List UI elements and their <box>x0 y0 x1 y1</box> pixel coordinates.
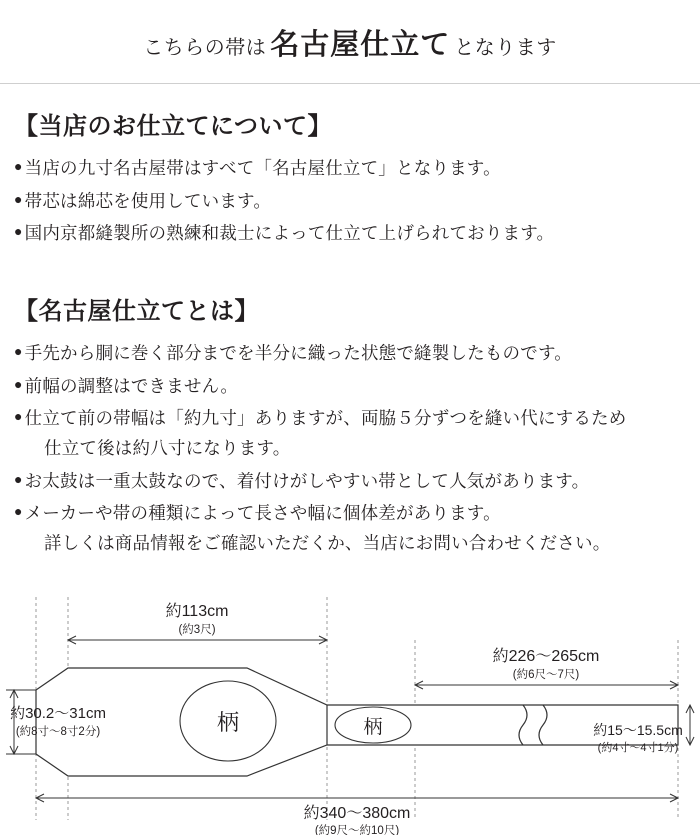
page-title-emphasis: 名古屋仕立て <box>270 29 451 61</box>
list-item-subtext: 詳しくは商品情報をご確認いただくか、当店にお問い合わせください。 <box>44 532 611 553</box>
dim-bottom-arrow <box>36 794 678 802</box>
dim-right-small-arrow <box>686 705 694 745</box>
dim-left-sub: (約8寸〜8寸2分) <box>15 725 101 738</box>
pattern-label-small: 柄 <box>363 716 383 738</box>
bullet-dot-icon: ● <box>14 158 23 174</box>
list-item-text: 当店の九寸名古屋帯はすべて「名古屋仕立て」となります。 <box>24 158 501 178</box>
dim-top-main: 約113cm <box>165 602 229 620</box>
dim-right-top-sub: (約6尺〜7尺) <box>512 668 580 681</box>
list-item-text: お太鼓は一重太鼓なので、着付けがしやすい帯として人気があります。 <box>24 470 590 491</box>
list-item-text: 仕立て前の帯幅は「約九寸」ありますが、両脇５分ずつを縫い代にするため <box>24 408 627 429</box>
list-item <box>14 371 686 402</box>
bullet-dot-icon: ● <box>14 342 23 359</box>
list-item-text: 国内京都縫製所の熟練和裁士によって仕立て上げられております。 <box>24 223 555 244</box>
bullet-dot-icon: ● <box>14 190 23 207</box>
section-title: 【名古屋仕立てとは】 <box>14 297 259 325</box>
bullet-dot-icon: ● <box>14 408 23 425</box>
page-title <box>0 0 700 63</box>
list-item <box>14 338 686 369</box>
bullet-dot-icon: ● <box>14 470 23 487</box>
section-title: 【当店のお仕立てについて】 <box>14 113 333 140</box>
dim-bottom-main: 約340〜380cm <box>303 804 411 822</box>
page-title-suffix: となります <box>454 37 557 59</box>
dim-right-small-sub: (約4寸〜4寸1分) <box>597 741 679 754</box>
section-spacer <box>0 251 700 269</box>
dim-top-sub: (約3尺) <box>178 623 216 636</box>
section-store-tailoring <box>0 106 700 249</box>
header-divider <box>0 83 700 84</box>
list-item-text: 前幅の調整はできません。 <box>24 375 239 396</box>
page-title-prefix: こちらの帯は <box>143 37 267 59</box>
bullet-dot-icon: ● <box>14 503 23 520</box>
section-nagoya-tailoring <box>0 291 700 559</box>
dim-right-top-arrow <box>415 681 678 689</box>
list-item <box>14 403 686 434</box>
list-item <box>14 218 686 249</box>
bullet-dot-icon: ● <box>14 223 23 240</box>
dim-left-main: 約30.2〜31cm <box>10 704 106 722</box>
list-item-text: 手先から胴に巻く部分までを半分に織った状態で縫製したものです。 <box>24 342 572 363</box>
list-item-text: 帯芯は綿芯を使用しています。 <box>24 190 272 211</box>
list-item <box>14 186 686 217</box>
dim-right-small-main: 約15〜15.5cm <box>593 721 683 738</box>
pattern-label-large: 柄 <box>216 709 240 735</box>
list-item <box>14 498 686 529</box>
list-item <box>14 466 686 497</box>
dim-left-arrow <box>6 690 36 754</box>
bullet-dot-icon: ● <box>14 375 23 392</box>
dim-bottom-sub: (約9尺〜約10尺) <box>314 824 400 835</box>
dim-right-top-main: 約226〜265cm <box>492 647 600 665</box>
list-item <box>14 153 686 184</box>
list-item-subtext: 仕立て後は約八寸になります。 <box>44 437 291 458</box>
dim-top-arrow <box>68 636 327 644</box>
obi-outline <box>36 668 678 776</box>
list-item-text: メーカーや帯の種類によって長さや幅に個体差があります。 <box>24 503 501 524</box>
obi-dimension-diagram <box>0 585 700 835</box>
